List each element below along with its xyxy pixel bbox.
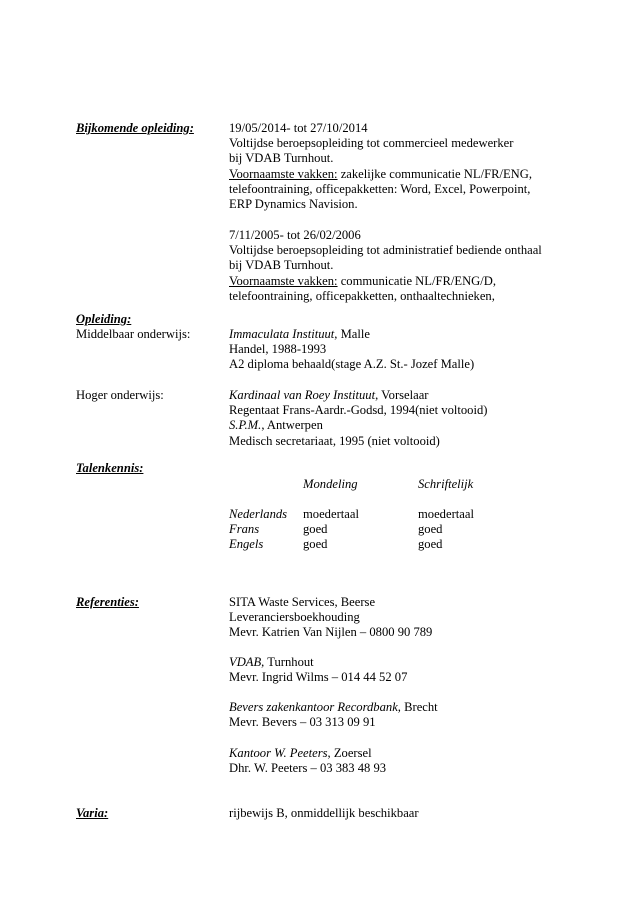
secondary-school	[229, 327, 624, 342]
secondary-school-location: , Malle	[334, 327, 370, 341]
course-1-subjects-line-2: telefoontraining, officepakketten: Word, Excel, Powerpoint,	[229, 181, 531, 196]
course-1-place: bij VDAB Turnhout.	[229, 151, 334, 166]
language-name: Nederlands	[229, 507, 288, 521]
section-varia-heading: Varia:	[76, 806, 109, 820]
language-spoken: goed	[303, 537, 328, 552]
section-extra-training-heading: Bijkomende opleiding:	[76, 121, 194, 135]
reference-2-company-name: VDAB,	[229, 655, 265, 669]
table-row	[229, 522, 624, 537]
reference-1-company: SITA Waste Services, Beerse	[229, 595, 376, 609]
language-name: Frans	[229, 522, 260, 537]
secondary-education	[229, 327, 624, 373]
higher-school-2	[229, 418, 624, 433]
languages-col-written: Schriftelijk	[418, 477, 474, 491]
course-2-subjects-line-2: telefoontraining, officepakketten, onthaaltechnieken,	[229, 288, 495, 303]
reference-2	[229, 655, 624, 685]
course-1-subjects-line-3: ERP Dynamics Navision.	[229, 196, 358, 211]
higher-education-label: Hoger onderwijs:	[76, 388, 164, 402]
course-2-dates: 7/11/2005- tot 26/02/2006	[229, 228, 361, 242]
languages-col-spoken: Mondeling	[303, 477, 358, 491]
reference-2-contact: Mevr. Ingrid Wilms – 014 44 52 07	[229, 670, 408, 685]
course-1-subjects-label: Voornaamste vakken:	[229, 166, 338, 181]
secondary-education-label: Middelbaar onderwijs:	[76, 327, 191, 341]
language-name: Engels	[229, 537, 264, 552]
reference-2-company-location: Turnhout	[264, 655, 314, 669]
section-references-heading: Referenties:	[76, 595, 139, 609]
higher-school-2-name: S.P.M.	[229, 418, 262, 433]
reference-2-company	[229, 655, 624, 670]
section-education-heading: Opleiding:	[76, 312, 132, 326]
languages-table	[229, 477, 624, 492]
higher-study-2: Medisch secretariaat, 1995 (niet voltooid)	[229, 433, 440, 448]
course-1-title: Voltijdse beroepsopleiding tot commercieel medewerker	[229, 136, 514, 151]
higher-school-1	[229, 388, 624, 403]
extra-training-course-1	[229, 121, 624, 212]
reference-3-contact: Mevr. Bevers – 03 313 09 91	[229, 715, 376, 730]
course-1-dates: 19/05/2014- tot 27/10/2014	[229, 121, 368, 135]
reference-1-contact: Mevr. Katrien Van Nijlen – 0800 90 789	[229, 625, 433, 640]
reference-4-company-name: Kantoor W. Peeters	[229, 746, 328, 760]
languages-header-row	[229, 477, 624, 492]
table-row	[229, 537, 624, 552]
higher-school-1-name: Kardinaal van Roey Instituut	[229, 388, 376, 402]
reference-3-company	[229, 700, 624, 715]
reference-1-department: Leveranciersboekhouding	[229, 610, 360, 625]
section-languages-heading: Talenkennis:	[76, 461, 144, 475]
varia-text: rijbewijs B, onmiddellijk beschikbaar	[229, 806, 419, 820]
reference-4-company	[229, 746, 624, 761]
extra-training-course-2	[229, 228, 624, 304]
higher-study-1: Regentaat Frans-Aardr.-Godsd, 1994(niet voltooid)	[229, 403, 488, 418]
language-written: goed	[418, 537, 443, 552]
varia	[229, 806, 624, 821]
course-2-title: Voltijdse beroepsopleiding tot administratief bediende onthaal	[229, 243, 542, 258]
higher-school-2-location: , Antwerpen	[261, 418, 323, 433]
language-written: goed	[418, 522, 443, 537]
reference-3-company-name: Bevers zakenkantoor Recordbank,	[229, 700, 401, 714]
reference-4-company-location: , Zoersel	[327, 746, 372, 760]
higher-school-1-location: , Vorselaar	[375, 388, 429, 402]
course-2-place: bij VDAB Turnhout.	[229, 258, 334, 273]
course-2-subjects-line-1	[229, 274, 624, 289]
reference-4-contact: Dhr. W. Peeters – 03 383 48 93	[229, 761, 387, 776]
secondary-school-name: Immaculata Instituut	[229, 327, 335, 341]
course-2-subjects-text: communicatie NL/FR/ENG/D,	[337, 273, 496, 288]
course-1-subjects-text: zakelijke communicatie NL/FR/ENG,	[337, 166, 532, 181]
secondary-diploma: A2 diploma behaald(stage A.Z. St.- Jozef Malle)	[229, 357, 475, 372]
language-written: moedertaal	[418, 507, 474, 521]
higher-education	[229, 388, 624, 449]
table-row	[229, 507, 624, 522]
secondary-study: Handel, 1988-1993	[229, 342, 327, 357]
language-spoken: moedertaal	[303, 507, 359, 521]
reference-3-company-location: Brecht	[400, 700, 438, 714]
language-spoken: goed	[303, 522, 328, 537]
reference-1	[229, 595, 624, 641]
reference-4	[229, 746, 624, 776]
course-1-subjects-line-1	[229, 167, 624, 182]
course-2-subjects-label: Voornaamste vakken:	[229, 273, 338, 288]
reference-3	[229, 700, 624, 730]
languages-rows	[229, 507, 624, 553]
